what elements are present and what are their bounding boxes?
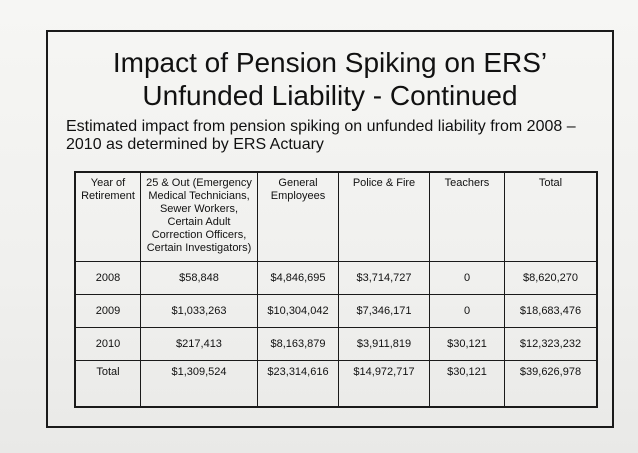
header-total: Total (505, 172, 598, 262)
cell-year: 2010 (75, 328, 141, 361)
header-25-and-out: 25 & Out (Emergency Medical Technicians, Sewer Workers, Certain Adult Correction Officers, Certain Investigators) (141, 172, 258, 262)
table-row (75, 328, 597, 361)
cell-teachers: $30,121 (430, 361, 505, 408)
slide-title-line-2: Unfunded Liability - Continued (142, 80, 518, 111)
table-total-row (75, 361, 597, 408)
cell-general-employees: $4,846,695 (258, 262, 339, 295)
table-header-row (75, 172, 597, 262)
table-row (75, 262, 597, 295)
cell-year: 2008 (75, 262, 141, 295)
cell-total: $39,626,978 (505, 361, 598, 408)
pension-spiking-table (74, 171, 598, 408)
slide-subtitle: Estimated impact from pension spiking on unfunded liability from 2008 – 2010 as determined by ERS Actuary (66, 118, 576, 153)
slide-title (48, 46, 612, 112)
cell-police-fire: $14,972,717 (339, 361, 430, 408)
cell-25-and-out: $1,309,524 (141, 361, 258, 408)
cell-total: $18,683,476 (505, 295, 598, 328)
header-general-employees: General Employees (258, 172, 339, 262)
cell-25-and-out: $1,033,263 (141, 295, 258, 328)
cell-teachers: $30,121 (430, 328, 505, 361)
header-year-of-retirement: Year of Retirement (75, 172, 141, 262)
cell-general-employees: $10,304,042 (258, 295, 339, 328)
cell-police-fire: $7,346,171 (339, 295, 430, 328)
cell-25-and-out: $58,848 (141, 262, 258, 295)
cell-general-employees: $8,163,879 (258, 328, 339, 361)
slide-title-line-1: Impact of Pension Spiking on ERS’ (112, 47, 548, 78)
cell-25-and-out: $217,413 (141, 328, 258, 361)
cell-police-fire: $3,911,819 (339, 328, 430, 361)
cell-year: 2009 (75, 295, 141, 328)
cell-total: $12,323,232 (505, 328, 598, 361)
cell-teachers: 0 (430, 262, 505, 295)
cell-total: $8,620,270 (505, 262, 598, 295)
cell-teachers: 0 (430, 295, 505, 328)
cell-year: Total (75, 361, 141, 408)
cell-police-fire: $3,714,727 (339, 262, 430, 295)
header-police-fire: Police & Fire (339, 172, 430, 262)
slide-frame (46, 30, 614, 428)
cell-general-employees: $23,314,616 (258, 361, 339, 408)
table-row (75, 295, 597, 328)
header-teachers: Teachers (430, 172, 505, 262)
